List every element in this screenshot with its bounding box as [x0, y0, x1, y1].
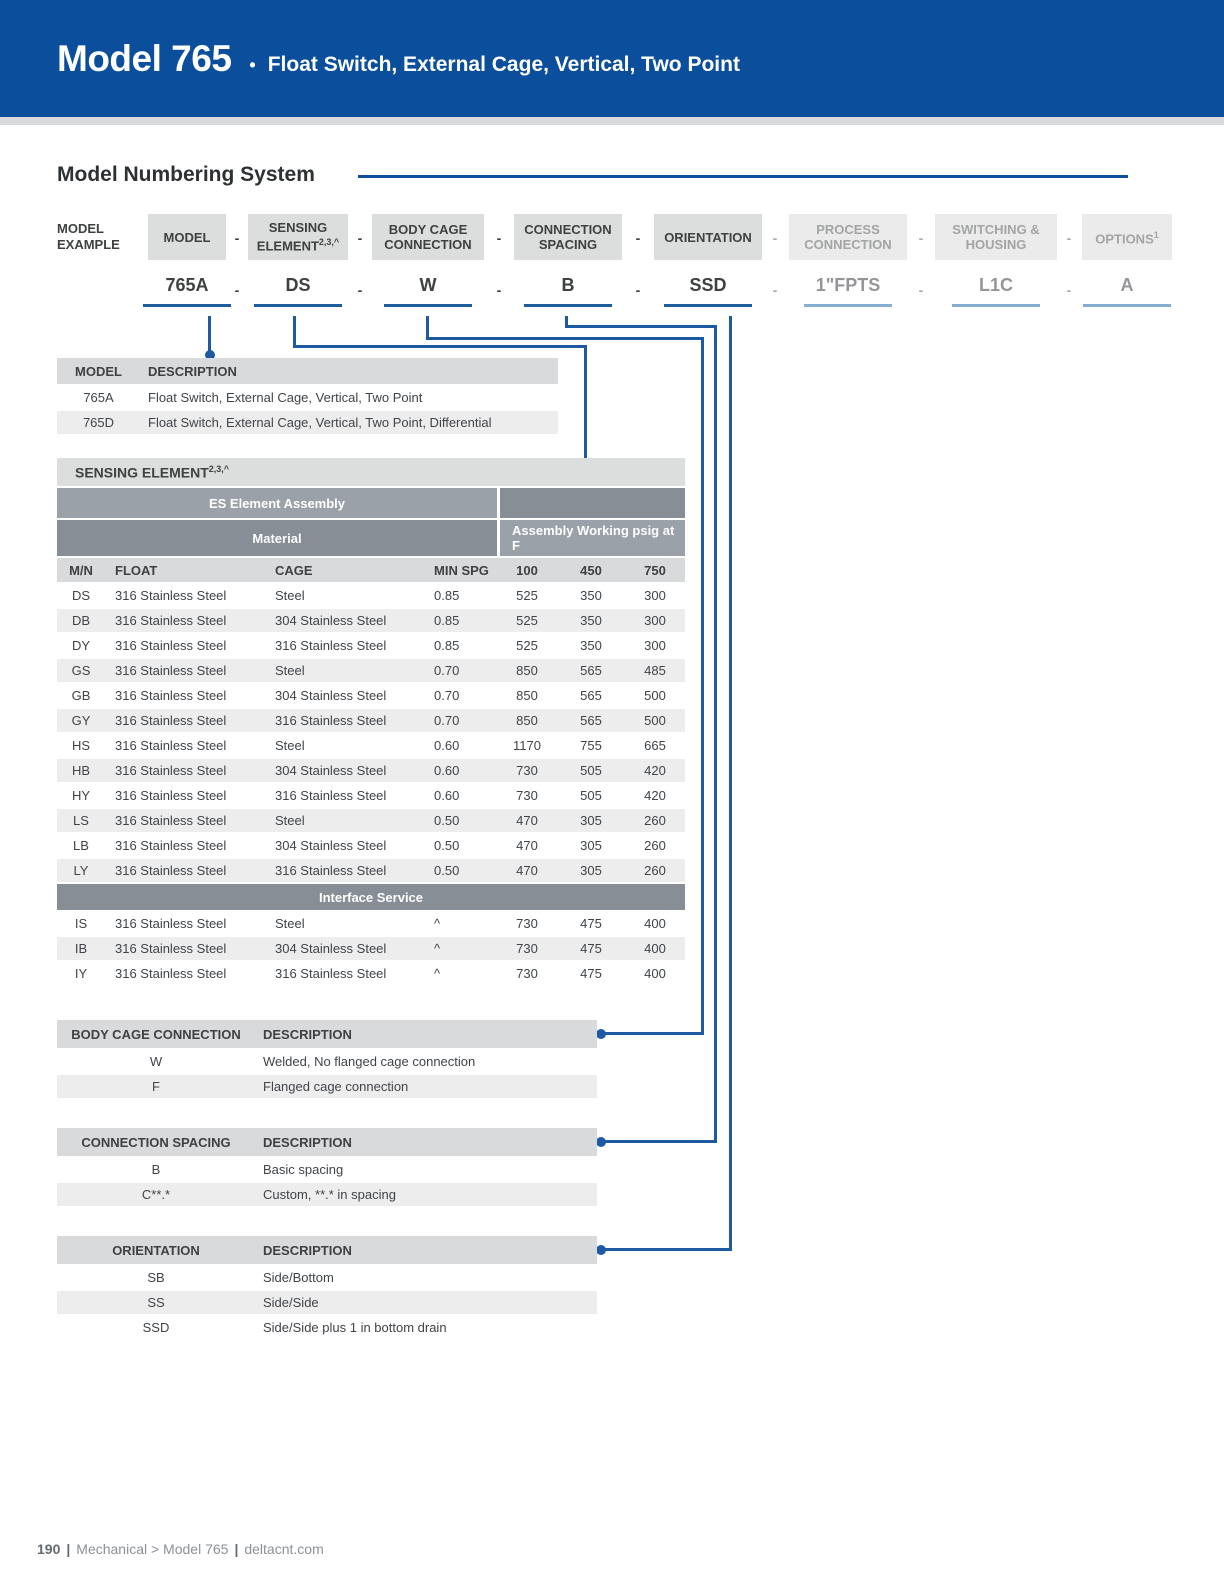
sensing-column-headers: M/N FLOAT CAGE MIN SPG 100 450 750: [57, 558, 685, 582]
segment-switching-housing-box: SWITCHING & HOUSING: [935, 214, 1057, 260]
title-bullet: •: [249, 54, 256, 75]
banner-divider: [0, 117, 1224, 125]
table-row: [57, 912, 685, 935]
connection-spacing-table-body: [57, 1158, 597, 1206]
code: SB: [147, 1270, 165, 1285]
psig-100: 850: [516, 688, 538, 703]
segment-body-cage-underline: [384, 304, 472, 307]
cage-material: 316 Stainless Steel: [275, 713, 387, 728]
page-header-banner: [0, 0, 1224, 117]
mn-code: LB: [73, 838, 89, 853]
min-spg: ^: [434, 966, 441, 981]
segment-process-connection-underline: [804, 304, 892, 307]
min-spg: 0.85: [434, 613, 460, 628]
model-description: Float Switch, External Cage, Vertical, Two Point, Differential: [148, 415, 492, 430]
code: B: [151, 1162, 161, 1177]
dash-separator: -: [357, 230, 363, 246]
float-material: 316 Stainless Steel: [115, 838, 227, 853]
connector-spacing: [565, 325, 717, 328]
cage-material: 304 Stainless Steel: [275, 688, 387, 703]
connector-body-cage: [701, 337, 704, 1035]
code: F: [152, 1079, 160, 1094]
orientation-table-body: [57, 1266, 597, 1339]
psig-100: 470: [516, 863, 538, 878]
mn-code: DS: [71, 588, 91, 603]
psig-100: 850: [516, 663, 538, 678]
segment-body-cage-value: W: [419, 275, 437, 295]
connector-sensing: [584, 345, 587, 460]
footer-separator: |: [66, 1541, 71, 1557]
page-number: 190: [37, 1541, 61, 1557]
segment-switching-housing: [934, 214, 1058, 320]
es-element-assembly-header: ES Element Assembly: [57, 488, 497, 518]
connector-sensing: [293, 345, 587, 348]
footer-breadcrumb: Mechanical > Model 765: [76, 1541, 229, 1557]
psig-750: 500: [644, 688, 666, 703]
mn-code: DB: [71, 613, 91, 628]
table-row: [57, 709, 685, 732]
footer-separator: |: [234, 1541, 239, 1557]
psig-100: 470: [516, 813, 538, 828]
cage-material: 316 Stainless Steel: [275, 638, 387, 653]
table-row: [57, 1266, 597, 1289]
psig-100: 470: [516, 838, 538, 853]
float-material: 316 Stainless Steel: [115, 863, 227, 878]
float-material: 316 Stainless Steel: [115, 588, 227, 603]
min-spg: 0.85: [434, 588, 460, 603]
min-spg: 0.50: [434, 863, 460, 878]
mn-code: HB: [71, 763, 91, 778]
segment-connection-spacing: [506, 214, 630, 320]
float-material: 316 Stainless Steel: [115, 813, 227, 828]
cage-material: 304 Stainless Steel: [275, 763, 387, 778]
psig-750: 260: [644, 863, 666, 878]
connector-sensing: [293, 316, 296, 348]
connector-body-cage: [426, 337, 704, 340]
psig-100: 525: [516, 588, 538, 603]
psig-450: 305: [580, 813, 602, 828]
psig-450: 505: [580, 788, 602, 803]
segment-options: [1065, 214, 1189, 320]
table-row: [57, 634, 685, 657]
code: W: [149, 1054, 163, 1069]
min-spg: 0.70: [434, 688, 460, 703]
connector-spacing: [601, 1140, 717, 1143]
segment-model-underline: [143, 304, 231, 307]
mn-code: HS: [71, 738, 91, 753]
table-row: [57, 659, 685, 682]
segment-process-connection-box: PROCESS CONNECTION: [789, 214, 907, 260]
table-row: [57, 1291, 597, 1314]
footer-site: deltacnt.com: [244, 1541, 324, 1557]
connector-body-cage-dot: [596, 1029, 606, 1039]
cage-material: Steel: [275, 663, 305, 678]
psig-100: 730: [516, 788, 538, 803]
code: SS: [147, 1295, 165, 1310]
psig-750: 400: [644, 916, 666, 931]
psig-450: 565: [580, 688, 602, 703]
psig-450: 350: [580, 638, 602, 653]
mn-code: IY: [74, 966, 88, 981]
model-table: [57, 358, 558, 436]
body-cage-connection-table: [57, 1020, 597, 1100]
segment-options-value: A: [1120, 275, 1134, 295]
segment-sensing-element-box: SENSING $ELEMENT^{2,3,\^{}}$: [248, 214, 348, 260]
table-row: [57, 809, 685, 832]
float-material: 316 Stainless Steel: [115, 763, 227, 778]
psig-450: 565: [580, 663, 602, 678]
segment-options-box: OPTIONS$^1$: [1082, 214, 1172, 260]
psig-100: 525: [516, 638, 538, 653]
cage-material: 304 Stainless Steel: [275, 941, 387, 956]
float-material: 316 Stainless Steel: [115, 663, 227, 678]
es-element-assembly-right-cell: [500, 488, 685, 518]
segment-sensing-element: [236, 214, 360, 320]
segment-connection-spacing-underline: [524, 304, 612, 307]
table-row: [57, 1316, 597, 1339]
description: Side/Side: [263, 1295, 319, 1310]
psig-750: 485: [644, 663, 666, 678]
min-spg: ^: [434, 941, 441, 956]
cage-material: 316 Stainless Steel: [275, 966, 387, 981]
material-row: [57, 520, 685, 556]
segment-sensing-element-underline: [254, 304, 342, 307]
table-row: [57, 584, 685, 607]
connector-orientation: [729, 316, 732, 1251]
segment-body-cage: [366, 214, 490, 320]
cage-material: Steel: [275, 813, 305, 828]
description: Basic spacing: [263, 1162, 344, 1177]
dash-separator: -: [918, 230, 924, 246]
table-row: [57, 859, 685, 882]
segment-orientation-underline: [664, 304, 752, 307]
segment-switching-housing-underline: [952, 304, 1040, 307]
min-spg: 0.70: [434, 663, 460, 678]
min-spg: 0.60: [434, 788, 460, 803]
mn-code: HY: [71, 788, 91, 803]
segment-orientation-box: ORIENTATION: [654, 214, 762, 260]
segment-process-connection: [786, 214, 910, 320]
dash-separator: -: [496, 230, 502, 246]
min-spg: 0.85: [434, 638, 460, 653]
description: Flanged cage connection: [263, 1079, 409, 1094]
mn-code: GB: [71, 688, 91, 703]
body-cage-table-header: BODY CAGE CONNECTION DESCRIPTION: [57, 1020, 597, 1048]
connection-spacing-table: [57, 1128, 597, 1208]
min-spg: 0.60: [434, 738, 460, 753]
psig-450: 305: [580, 863, 602, 878]
table-row: [57, 834, 685, 857]
dash-separator: -: [496, 282, 502, 298]
segment-options-underline: [1083, 304, 1171, 307]
description: Welded, No flanged cage connection: [263, 1054, 476, 1069]
psig-100: 730: [516, 941, 538, 956]
code: SSD: [142, 1320, 170, 1335]
segment-model-box: MODEL: [148, 214, 226, 260]
table-row: [57, 759, 685, 782]
table-row: [57, 411, 558, 434]
psig-100: 850: [516, 713, 538, 728]
psig-450: 305: [580, 838, 602, 853]
float-material: 316 Stainless Steel: [115, 713, 227, 728]
cage-material: 304 Stainless Steel: [275, 838, 387, 853]
float-material: 316 Stainless Steel: [115, 788, 227, 803]
dash-separator: -: [635, 230, 641, 246]
cage-material: 304 Stainless Steel: [275, 613, 387, 628]
float-material: 316 Stainless Steel: [115, 916, 227, 931]
psig-750: 300: [644, 638, 666, 653]
psig-100: 1170: [513, 738, 541, 753]
table-row: [57, 962, 685, 985]
page-subtitle: Float Switch, External Cage, Vertical, Two Point: [267, 52, 740, 76]
orientation-table: [57, 1236, 597, 1341]
psig-450: 350: [580, 588, 602, 603]
table-row: [57, 734, 685, 757]
float-material: 316 Stainless Steel: [115, 941, 227, 956]
psig-450: 475: [580, 941, 602, 956]
float-material: 316 Stainless Steel: [115, 638, 227, 653]
psig-450: 755: [580, 738, 602, 753]
psig-100: 730: [516, 966, 538, 981]
model-description: Float Switch, External Cage, Vertical, Two Point: [148, 390, 423, 405]
min-spg: 0.50: [434, 813, 460, 828]
psig-750: 665: [644, 738, 666, 753]
min-spg: 0.70: [434, 713, 460, 728]
segment-process-connection-value: 1"FPTS: [815, 275, 881, 295]
psig-450: 350: [580, 613, 602, 628]
description: Custom, **.* in spacing: [263, 1187, 396, 1202]
table-row: [57, 1050, 597, 1073]
psig-750: 500: [644, 713, 666, 728]
model-code: 765D: [82, 415, 115, 430]
model-example-label: MODEL EXAMPLE: [57, 221, 120, 252]
psig-450: 505: [580, 763, 602, 778]
page-title: Model 765: [57, 37, 232, 79]
psig-100: 730: [516, 763, 538, 778]
mn-code: GY: [71, 713, 91, 728]
page-footer: [37, 1541, 324, 1557]
material-header: Material: [57, 520, 497, 556]
segment-connection-spacing-value: B: [561, 275, 575, 295]
segment-orientation-value: SSD: [689, 275, 727, 295]
psig-450: 475: [580, 966, 602, 981]
psig-750: 420: [644, 763, 666, 778]
mn-code: IB: [74, 941, 88, 956]
table-row: [57, 1158, 597, 1181]
min-spg: 0.60: [434, 763, 460, 778]
dash-separator: -: [772, 230, 778, 246]
mn-code: GS: [71, 663, 91, 678]
dash-separator: -: [918, 282, 924, 298]
dash-separator: -: [772, 282, 778, 298]
cage-material: Steel: [275, 588, 305, 603]
body-cage-table-body: [57, 1050, 597, 1098]
segment-switching-housing-value: L1C: [978, 275, 1013, 295]
segment-sensing-element-value: DS: [285, 275, 311, 295]
model-table-body: [57, 386, 558, 434]
min-spg: ^: [434, 916, 441, 931]
table-row: [57, 1075, 597, 1098]
dash-separator: -: [635, 282, 641, 298]
cage-material: Steel: [275, 916, 305, 931]
interface-service-body: [57, 912, 685, 985]
mn-code: IS: [74, 916, 88, 931]
model-code: 765A: [83, 390, 114, 405]
connector-body-cage: [601, 1032, 704, 1035]
description: Side/Bottom: [263, 1270, 334, 1285]
cage-material: 316 Stainless Steel: [275, 863, 387, 878]
table-row: [57, 1183, 597, 1206]
segment-connection-spacing-box: CONNECTION SPACING: [514, 214, 622, 260]
float-material: 316 Stainless Steel: [115, 966, 227, 981]
segment-model-value: 765A: [165, 275, 209, 295]
interface-service-header: Interface Service: [57, 884, 685, 910]
psig-450: 565: [580, 713, 602, 728]
connection-spacing-table-header: CONNECTION SPACING DESCRIPTION: [57, 1128, 597, 1156]
dash-separator: -: [357, 282, 363, 298]
cage-material: Steel: [275, 738, 305, 753]
min-spg: 0.50: [434, 838, 460, 853]
connector-orientation: [601, 1248, 732, 1251]
dash-separator: -: [1066, 282, 1072, 298]
page-header-text: [57, 38, 740, 80]
connector-spacing-dot: [596, 1137, 606, 1147]
connector-spacing: [714, 325, 717, 1143]
psig-100: 525: [516, 613, 538, 628]
es-element-assembly-row: [57, 488, 685, 518]
psig-750: 300: [644, 613, 666, 628]
sensing-table-body: [57, 584, 685, 882]
connector-orientation-dot: [596, 1245, 606, 1255]
psig-750: 260: [644, 813, 666, 828]
code: C**.*: [141, 1187, 171, 1202]
psig-750: 260: [644, 838, 666, 853]
table-row: [57, 386, 558, 409]
segment-body-cage-box: BODY CAGE CONNECTION: [372, 214, 484, 260]
description: Side/Side plus 1 in bottom drain: [263, 1320, 447, 1335]
assembly-working-header: Assembly Working psig at F: [500, 520, 685, 556]
psig-750: 420: [644, 788, 666, 803]
float-material: 316 Stainless Steel: [115, 738, 227, 753]
float-material: 316 Stainless Steel: [115, 613, 227, 628]
connector-model: [208, 316, 211, 354]
model-table-header: MODEL DESCRIPTION: [57, 358, 558, 384]
psig-450: 475: [580, 916, 602, 931]
section-rule: [358, 175, 1128, 178]
psig-750: 400: [644, 966, 666, 981]
orientation-table-header: ORIENTATION DESCRIPTION: [57, 1236, 597, 1264]
mn-code: DY: [71, 638, 91, 653]
table-row: [57, 684, 685, 707]
sensing-element-table: [57, 458, 685, 987]
table-row: [57, 937, 685, 960]
sensing-element-title: SENSING $ELEMENT^{2,3,\^{}}$: [57, 458, 685, 486]
psig-750: 400: [644, 941, 666, 956]
psig-100: 730: [516, 916, 538, 931]
table-row: [57, 609, 685, 632]
mn-code: LY: [73, 863, 89, 878]
section-title: Model Numbering System: [57, 163, 315, 186]
float-material: 316 Stainless Steel: [115, 688, 227, 703]
segment-orientation: [646, 214, 770, 320]
dash-separator: -: [234, 282, 240, 298]
table-row: [57, 784, 685, 807]
mn-code: LS: [73, 813, 89, 828]
dash-separator: -: [1066, 230, 1072, 246]
dash-separator: -: [234, 230, 240, 246]
cage-material: 316 Stainless Steel: [275, 788, 387, 803]
psig-750: 300: [644, 588, 666, 603]
